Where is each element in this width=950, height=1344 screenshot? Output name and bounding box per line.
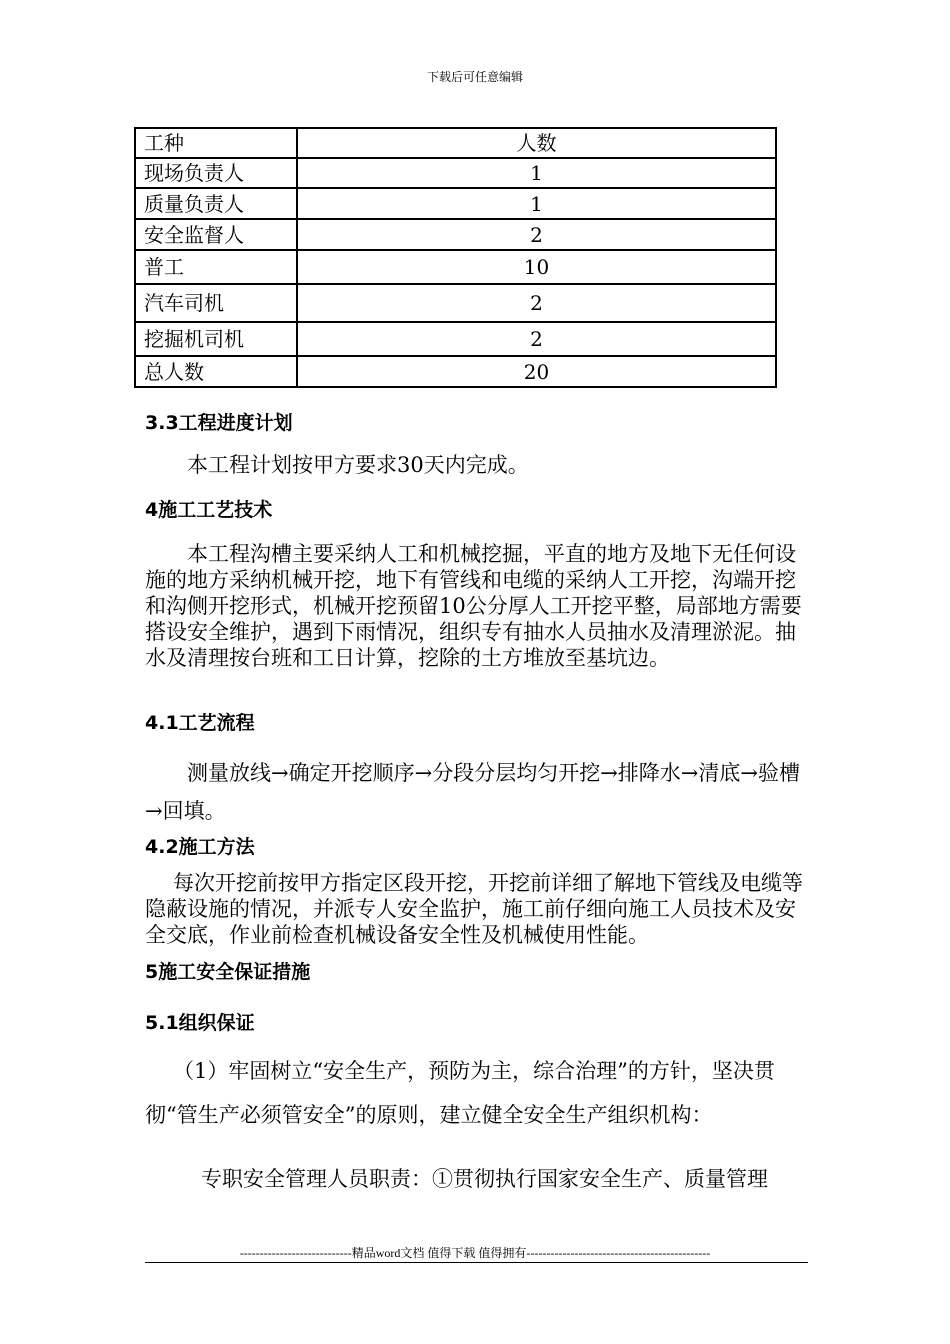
cell-type: 汽车司机 [135, 284, 297, 322]
cell-type: 挖掘机司机 [135, 322, 297, 356]
cell-count: 2 [297, 284, 776, 322]
section-4-title: 4施工工艺技术 [145, 499, 273, 521]
header-note: 下载后可任意编辑 [426, 70, 523, 84]
table-row [135, 356, 776, 387]
table-row [135, 322, 776, 356]
section-4-1-title: 4.1工艺流程 [145, 712, 255, 734]
cell-type: 现场负责人 [135, 158, 297, 188]
table-row [135, 188, 776, 219]
section-4-2-title: 4.2施工方法 [145, 836, 255, 858]
section-3-3-title: 3.3工程进度计划 [145, 412, 293, 434]
cell-type: 普工 [135, 250, 297, 284]
cell-count: 1 [297, 188, 776, 219]
section-5-1-title: 5.1组织保证 [145, 1012, 255, 1034]
cell-count: 10 [297, 250, 776, 284]
section-5-1-duty: 专职安全管理人员职责：①贯彻执行国家安全生产、质量管理 [201, 1167, 768, 1191]
table-row [135, 250, 776, 284]
section-4-text: 本工程沟槽主要采纳人工和机械挖掘，平直的地方及地下无任何设施的地方采纳机械开挖，地下有管线和电缆的采纳人工开挖，沟端开挖和沟侧开挖形式，机械开挖预留10公分厚人工开挖平整，局部地方需要搭设安全维护，遇到下雨情况，组织专有抽水人员抽水及清理淤泥。抽水及清理按台班和工日计算，挖除的土方堆放至基坑边。 [145, 542, 802, 670]
cell-type: 安全监督人 [135, 219, 297, 250]
cell-type: 总人数 [135, 356, 297, 387]
section-5-1-text: （1）牢固树立“安全生产，预防为主，综合治理”的方针，坚决贯彻“管生产必须管安全”的原则，建立健全安全生产组织机构： [145, 1059, 775, 1127]
staff-table [134, 127, 777, 388]
cell-type: 质量负责人 [135, 188, 297, 219]
table-row [135, 158, 776, 188]
table-row [135, 284, 776, 322]
header-cell-count: 人数 [297, 128, 776, 158]
section-5-title: 5施工安全保证措施 [145, 961, 311, 983]
section-4-2-text: 每次开挖前按甲方指定区段开挖，开挖前详细了解地下管线及电缆等隐蔽设施的情况，并派专人安全监护，施工前仔细向施工人员技术及安全交底，作业前检查机械设备安全性及机械使用性能。 [145, 871, 803, 947]
table-header-row [135, 128, 776, 158]
section-3-3-text: 本工程计划按甲方要求30天内完成。 [187, 453, 529, 477]
cell-count: 20 [297, 356, 776, 387]
cell-count: 2 [297, 322, 776, 356]
header-cell-type: 工种 [135, 128, 297, 158]
cell-count: 2 [297, 219, 776, 250]
footer-note: ----------------------------精品word文档 值得下载 值得拥有---------------------------------------------- [239, 1246, 711, 1260]
section-4-1-text: 测量放线→确定开挖顺序→分段分层均匀开挖→排降水→清底→验槽→回填。 [145, 761, 800, 823]
table-row [135, 219, 776, 250]
footer-divider [145, 1262, 808, 1263]
cell-count: 1 [297, 158, 776, 188]
